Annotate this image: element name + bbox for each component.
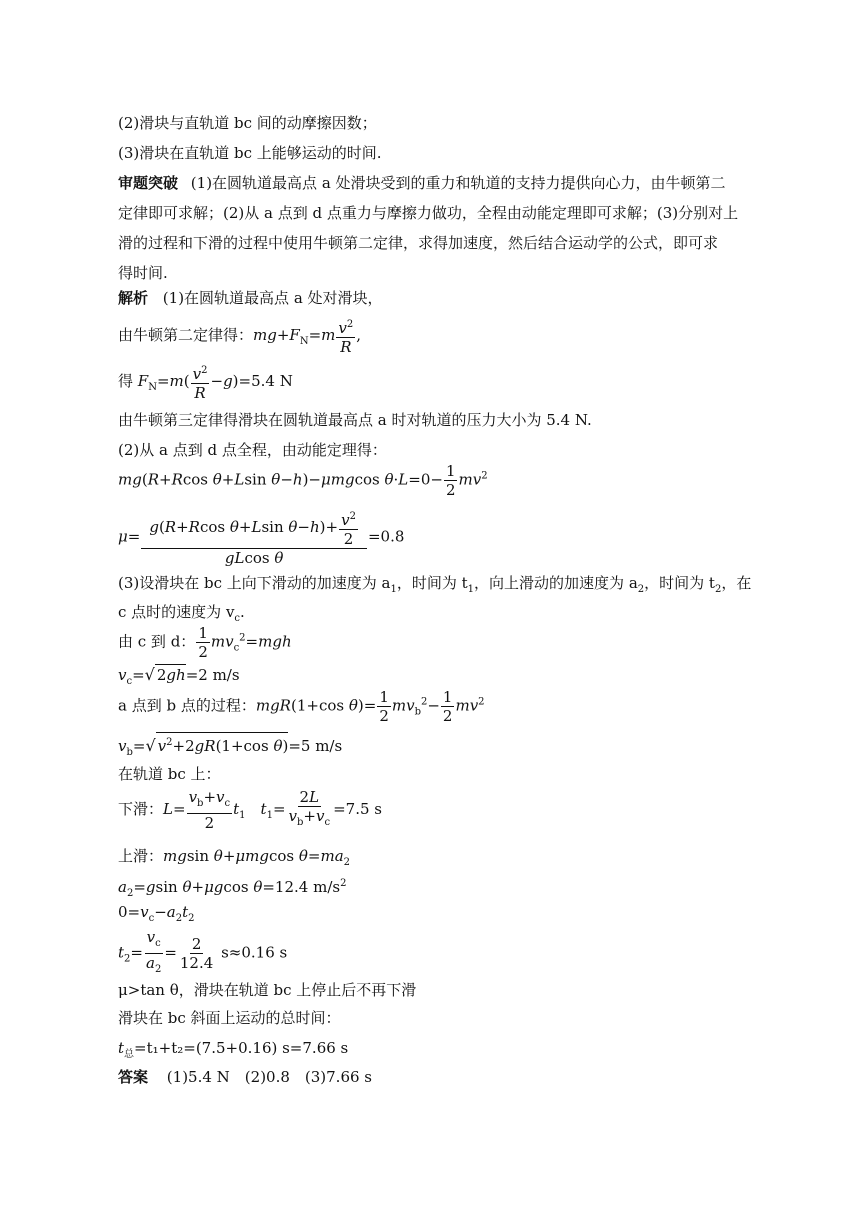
vc-eq: $v_c=√$ 2gh=2 m/s <box>118 665 240 687</box>
analysis-label: 审题突破 <box>118 174 179 192</box>
analysis-line-4: 得时间. <box>118 264 168 282</box>
a-to-b-eq: a 点到 b 点的过程：mgR(1+cos θ)= $\frac{1}{2}$ $mv_b^2-$ $\frac{1}{2}$ $mv^2$ <box>118 688 485 725</box>
part3-setup-line: (3)设滑块在 bc 上向下滑动的加速度为 $a_1$，时间为 $t_1$，向上滑动的加速度为 $a_2$，时间为 $t_2$，在 <box>118 574 752 595</box>
c-to-d-eq: 由 c 到 d： $\frac{1}{2}$ $mv_c^2=mgh$ <box>118 624 292 661</box>
energy-theorem-line: (2)从 a 点到 d 点全程，由动能定理得： <box>118 441 387 459</box>
total-time-intro: 滑块在 bc 斜面上运动的总时间： <box>118 1009 341 1027</box>
newton-third-line: 由牛顿第三定律得滑块在圆轨道最高点 a 时对轨道的压力大小为 5.4 N. <box>118 411 592 429</box>
answer-line: 答案 (1)5.4 N (2)0.8 (3)7.66 s <box>118 1068 373 1086</box>
t2-eq: $t_2=$ $\frac{v_c}{a_2}$ = $\frac{2}{12.4}$ s≈0.16 s <box>118 928 288 975</box>
question-2: (2)滑块与直轨道 bc 间的动摩擦因数； <box>118 114 377 132</box>
solution-line-1: 解析 (1)在圆轨道最高点 a 处对滑块， <box>118 289 383 307</box>
slide-up-eq: 上滑：mgsin θ+μmgcos $\theta=ma_2$ <box>118 847 351 868</box>
question-3: (3)滑块在直轨道 bc 上能够运动的时间. <box>118 144 382 162</box>
solution-label: 解析 <box>118 289 149 307</box>
a2-eq: $a_2=gsin$ θ+μgcos θ=12.4 $m/s^2$ <box>118 878 347 899</box>
analysis-line-1: 审题突破 (1)在圆轨道最高点 a 处滑块受到的重力和轨道的支持力提供向心力，由牛顿第二 <box>118 174 726 192</box>
on-track-line: 在轨道 bc 上： <box>118 765 221 783</box>
total-time-eq: $t_总=t_1+t_2=(7.5+0.16)$ s=7.66 s <box>118 1039 349 1060</box>
vb-eq: $v_b=√$ $v^2+2gR(1+\cos$ θ)=5 m/s <box>118 732 342 763</box>
analysis-line-2: 定律即可求解；(2)从 a 点到 d 点重力与摩擦力做功，全程由动能定理即可求解；(3)分别对上 <box>118 204 739 222</box>
energy-eq: mg(R+Rcos θ+Lsin θ−h)−μmgcos θ·L=0− $\frac{1}{2}$ $mv^2$ <box>118 462 488 499</box>
slide-down-eq: 下滑：L= $\frac{v_b+v_c}{2}$ $t_1$ $t_1=$ $\frac{2L}{v_b+v_c}$ =7.5 s <box>118 788 382 832</box>
mu-eq: μ= g(R+Rcos θ+Lsin θ−h)+ $\frac{v^2}{2}$ gLcos θ =0.8 <box>118 508 404 567</box>
part3-setup-line-2: c 点时的速度为 $v_c$. <box>118 603 245 624</box>
normal-force-eq: 得 $F_N=m$( $\frac{v^2}{R}$ −g)=5.4 N <box>118 362 293 402</box>
analysis-line-3: 滑的过程和下滑的过程中使用牛顿第二定律，求得加速度，然后结合运动学的公式，即可求 <box>118 234 719 252</box>
friction-comparison-line: μ>tan θ，滑块在轨道 bc 上停止后不再下滑 <box>118 981 417 999</box>
answer-label: 答案 <box>118 1068 149 1086</box>
newton-second-eq: 由牛顿第二定律得：$mg+F_N=m$ $\frac{v^2}{R}$ , <box>118 316 361 356</box>
velocity-eq: $0=v_c-a_2t_2$ <box>118 903 195 924</box>
